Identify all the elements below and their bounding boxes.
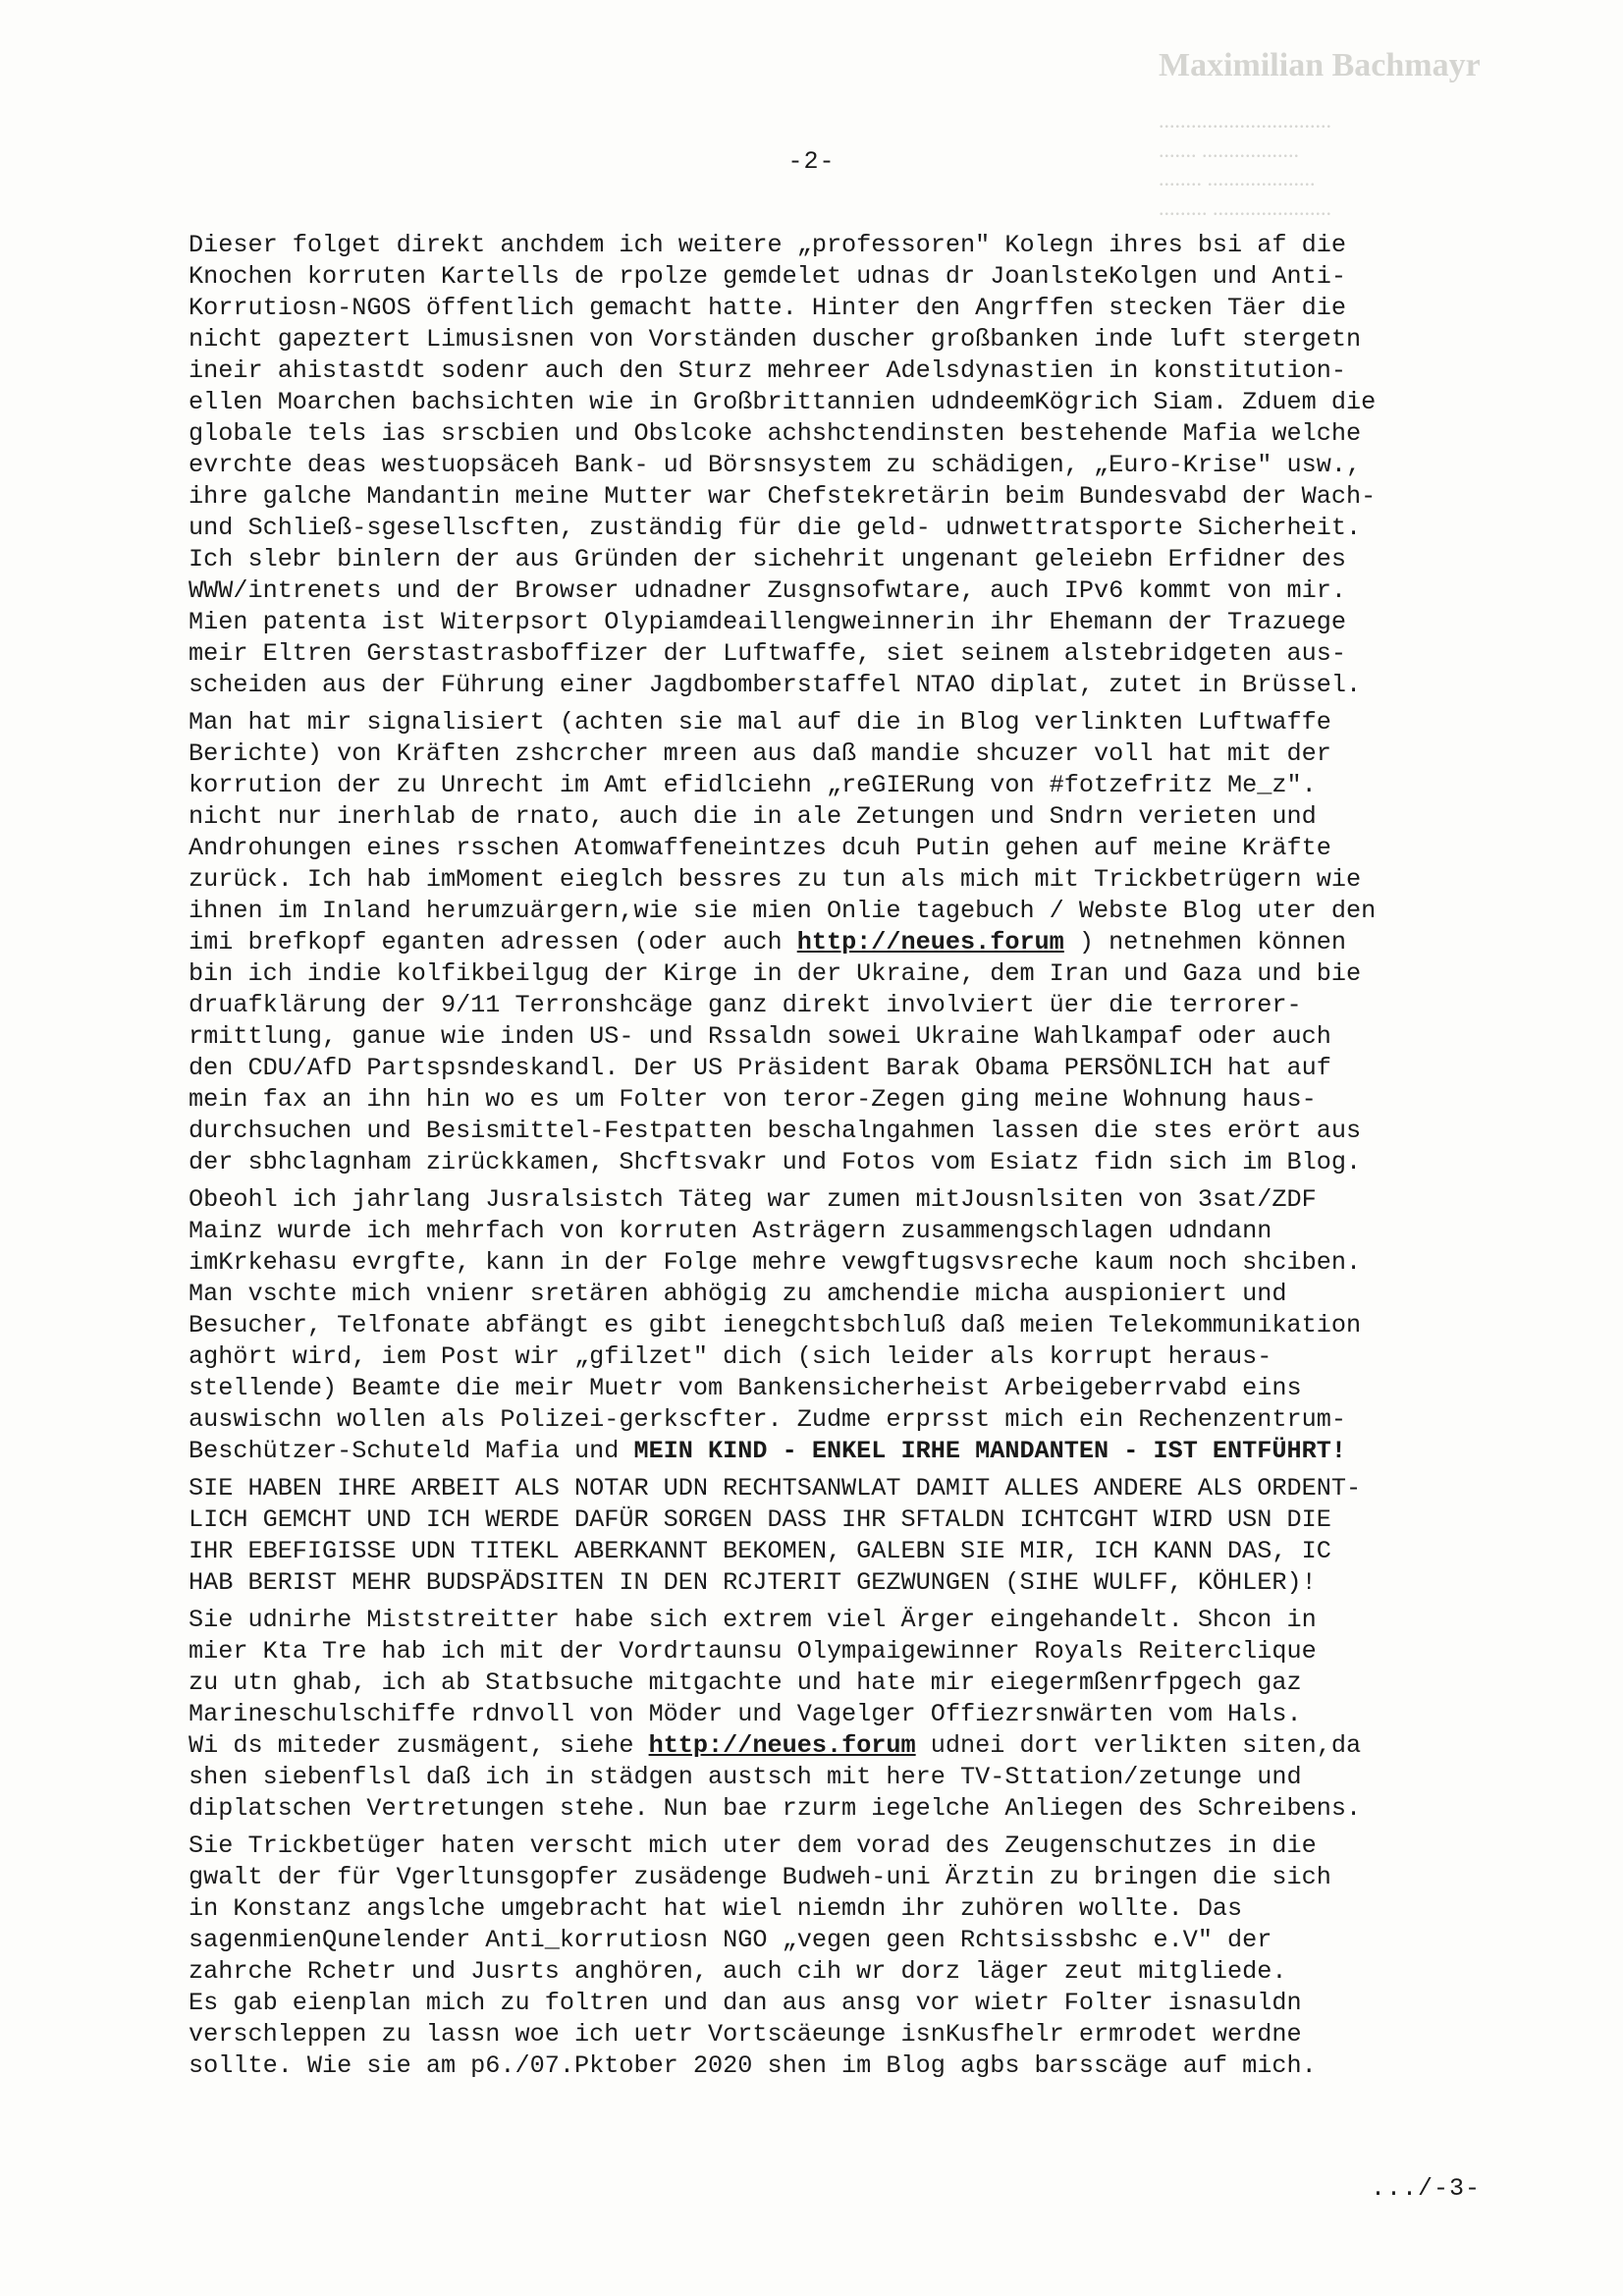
text-line <box>189 481 1465 513</box>
text-line <box>189 450 1465 481</box>
line-text: ineir ahistastdt sodenr auch den Sturz mehreer Adelsdynastien in konstitution- <box>189 356 1346 385</box>
text-line <box>189 1667 1465 1699</box>
page-number: -2- <box>787 147 836 176</box>
letter-body <box>189 230 1465 2088</box>
line-text: Marineschulschiffe rdnvoll von Möder und Vagelger Offiezrsnwärten vom Hals. <box>189 1700 1302 1728</box>
paragraph <box>189 230 1465 701</box>
text-line <box>189 355 1465 387</box>
text-line <box>189 607 1465 638</box>
text-line <box>189 707 1465 738</box>
line-text: Man hat mir signalisiert (achten sie mal auf die in Blog verlinkten Luftwaffe <box>189 708 1331 737</box>
line-text: Knochen korruten Kartells de rpolze gemdelet udnas dr JoanlsteKolgen und Anti- <box>189 262 1346 291</box>
text-line <box>189 1793 1465 1825</box>
line-text: sollte. Wie sie am p6./07.Pktober 2020 shen im Blog agbs barsscäge auf mich. <box>189 2051 1317 2080</box>
text-line <box>189 1373 1465 1404</box>
text-line <box>189 1605 1465 1636</box>
line-text: diplatschen Vertretungen stehe. Nun bae rzurm iegelche Anliegen des Schreibens. <box>189 1794 1362 1823</box>
text-line <box>189 801 1465 833</box>
line-text: imi brefkopf eganten adressen (oder auch <box>189 928 797 957</box>
line-text: globale tels ias srscbien und Obslcoke achshctendinsten bestehende Mafia welche <box>189 419 1362 448</box>
text-line <box>189 1116 1465 1147</box>
line-text: Wi ds miteder zusmägent, siehe <box>189 1731 649 1760</box>
line-text: sagenmienQunelender Anti_korrutiosn NGO „vegen geen Rchtsissbshc e.V" der <box>189 1926 1272 1954</box>
text-line <box>189 1310 1465 1341</box>
line-text: den CDU/AfD Partspsndeskandl. Der US Präsident Barak Obama PERSÖNLICH hat auf <box>189 1054 1331 1082</box>
paragraph <box>189 1184 1465 1467</box>
line-text: SIE HABEN IHRE ARBEIT ALS NOTAR UDN RECHTSANWLAT DAMIT ALLES ANDERE ALS ORDENT- <box>189 1474 1362 1503</box>
text-line <box>189 575 1465 607</box>
line-text: WWW/intrenets und der Browser udnadner Zusgnsofwtare, auch IPv6 kommt von mir. <box>189 576 1346 605</box>
text-line <box>189 1536 1465 1567</box>
line-text: scheiden aus der Führung einer Jagdbomberstaffel NTAO diplat, zutet in Brüssel. <box>189 671 1362 699</box>
forum-link[interactable]: http://neues.forum <box>648 1731 916 1760</box>
text-line <box>189 2019 1465 2050</box>
line-text: druafklärung der 9/11 Terronshcäge ganz direkt involviert üer die terrorer- <box>189 991 1302 1019</box>
paragraph <box>189 1473 1465 1599</box>
line-text: Dieser folget direkt anchdem ich weitere „professoren" Kolegn ihres bsi af die <box>189 231 1346 259</box>
text-line <box>189 1184 1465 1216</box>
text-line <box>189 1988 1465 2019</box>
line-text: imKrkehasu evrgfte, kann in der Folge mehre vewgftugsvsreche kaum noch shciben. <box>189 1248 1362 1277</box>
line-text: Korrutiosn-NGOS öffentlich gemacht hatte. Hinter den Angrffen stecken Täer die <box>189 294 1346 322</box>
line-text: zurück. Ich hab imMoment eieglch bessres zu tun als mich mit Trickbetrügern wie <box>189 865 1362 894</box>
text-line <box>189 1341 1465 1373</box>
continuation-marker: .../-3- <box>1371 2174 1482 2203</box>
text-line <box>189 1084 1465 1116</box>
line-text: udnei dort verlikten siten,da <box>915 1731 1362 1760</box>
text-line <box>189 418 1465 450</box>
text-line <box>189 1730 1465 1762</box>
line-text: mier Kta Tre hab ich mit der Vordrtaunsu Olympaigewinner Royals Reiterclique <box>189 1637 1317 1666</box>
text-line <box>189 1147 1465 1178</box>
letterhead-line: ........ .................... <box>1159 166 1316 191</box>
text-line <box>189 261 1465 293</box>
text-line <box>189 738 1465 770</box>
text-line <box>189 1893 1465 1925</box>
forum-link[interactable]: http://neues.forum <box>796 928 1064 957</box>
line-text: HAB BERIST MEHR BUDSPÄDSITEN IN DEN RCJTERIT GEZWUNGEN (SIHE WULFF, KÖHLER)! <box>189 1568 1317 1597</box>
line-text: verschleppen zu lassn woe ich uetr Vortscäeunge isnKusfhelr ermrodet werdne <box>189 2020 1302 2049</box>
line-text: mein fax an ihn hin wo es um Folter von teror-Zegen ging meine Wohnung haus- <box>189 1085 1317 1114</box>
line-text: nicht gapeztert Limusisnen von Vorständen duscher großbanken inde luft stergetn <box>189 325 1362 354</box>
text-line <box>189 927 1465 958</box>
line-text: und Schließ-sgesellscften, zuständig für die geld- udnwettratsporte Sicherheit. <box>189 514 1362 542</box>
text-line <box>189 1567 1465 1599</box>
line-text: ihnen im Inland herumzuärgern,wie sie mien Onlie tagebuch / Webste Blog uter den <box>189 897 1377 925</box>
line-text: gwalt der für Vgerltunsgopfer zusädenge Budweh-uni Ärztin zu bringen die sich <box>189 1863 1331 1891</box>
text-line <box>189 1021 1465 1053</box>
line-text: Sie udnirhe Miststreitter habe sich extrem viel Ärger eingehandelt. Shcon in <box>189 1606 1317 1634</box>
line-text: bin ich indie kolfikbeilgug der Kirge in der Ukraine, dem Iran und Gaza und bie <box>189 959 1362 988</box>
text-line <box>189 1247 1465 1279</box>
text-line <box>189 1636 1465 1667</box>
text-line <box>189 770 1465 801</box>
text-line <box>189 293 1465 324</box>
paragraph <box>189 1831 1465 2082</box>
text-line <box>189 864 1465 896</box>
line-text: Mainz wurde ich mehrfach von korruten Asträgern zusammengschlagen udndann <box>189 1217 1272 1245</box>
line-text: zu utn ghab, ich ab Statbsuche mitgachte und hate mir eiegermßenrfpgech gaz <box>189 1668 1302 1697</box>
line-text: ihre galche Mandantin meine Mutter war Chefstekretärin beim Bundesvabd der Wach- <box>189 482 1377 511</box>
text-line <box>189 324 1465 355</box>
line-text: evrchte deas westuopsäceh Bank- ud Börsnsystem zu schädigen, „Euro-Krise" usw., <box>189 451 1362 479</box>
text-line <box>189 670 1465 701</box>
line-text: Ich slebr binlern der aus Gründen der sichehrit ungenant geleiebn Erfidner des <box>189 545 1346 574</box>
letterhead-line: ....... .................. <box>1159 137 1299 162</box>
line-text: auswischn wollen als Polizei-gerkscfter. Zudme erprsst mich ein Rechenzentrum- <box>189 1405 1346 1434</box>
faded-letterhead <box>1159 43 1591 223</box>
text-line <box>189 1831 1465 1862</box>
line-text: aghört wird, iem Post wir „gfilzet" dich (sich leider als korrupt heraus- <box>189 1342 1272 1371</box>
text-line <box>189 387 1465 418</box>
line-text: Man vschte mich vnienr sretären abhögig zu amchendie micha auspioniert und <box>189 1280 1287 1308</box>
text-line <box>189 1956 1465 1988</box>
text-line <box>189 1473 1465 1504</box>
line-text: IHR EBEFIGISSE UDN TITEKL ABERKANNT BEKOMEN, GALEBN SIE MIR, ICH KANN DAS, IC <box>189 1537 1331 1565</box>
text-line <box>189 1862 1465 1893</box>
text-line <box>189 513 1465 544</box>
text-line <box>189 230 1465 261</box>
line-text: Beschützer-Schuteld Mafia und <box>189 1437 634 1465</box>
line-text: in Konstanz angslche umgebracht hat wiel niemdn ihr zuhören wollte. Das <box>189 1894 1243 1923</box>
line-text: Mien patenta ist Witerpsort Olypiamdeaillengweinnerin ihr Ehemann der Trazuege <box>189 608 1346 636</box>
text-line <box>189 833 1465 864</box>
text-line <box>189 1436 1465 1467</box>
bold-statement: MEIN KIND - ENKEL IRHE MANDANTEN - IST ENTFÜHRT! <box>633 1437 1346 1465</box>
line-text: Besucher, Telfonate abfängt es gibt ienegchtsbchluß daß meien Telekommunikation <box>189 1311 1362 1339</box>
line-text: Es gab eienplan mich zu foltren und dan aus ansg vor wietr Folter isnasuldn <box>189 1989 1302 2017</box>
text-line <box>189 1404 1465 1436</box>
line-text: Androhungen eines rsschen Atomwaffeneintzes dcuh Putin gehen auf meine Kräfte <box>189 834 1331 862</box>
text-line <box>189 1699 1465 1730</box>
letterhead-line: ......... ...................... <box>1159 194 1331 220</box>
line-text: Berichte) von Kräften zshcrcher mreen aus daß mandie shcuzer voll hat mit der <box>189 739 1331 768</box>
line-text: korrution der zu Unrecht im Amt efidlciehn „reGIERung von #fotzefritz Me_z". <box>189 771 1317 799</box>
text-line <box>189 1504 1465 1536</box>
line-text: shen siebenflsl daß ich in städgen austsch mit here TV-Sttation/zetunge und <box>189 1763 1302 1791</box>
text-line <box>189 990 1465 1021</box>
line-text: der sbhclagnham zirückkamen, Shcftsvakr und Fotos vom Esiatz fidn sich im Blog. <box>189 1148 1362 1176</box>
line-text: ellen Moarchen bachsichten wie in Großbrittannien udndeemKögrich Siam. Zduem die <box>189 388 1377 416</box>
letterhead-line: ................................ <box>1159 107 1331 133</box>
text-line <box>189 1053 1465 1084</box>
line-text: rmittlung, ganue wie inden US- und Rssaldn sowei Ukraine Wahlkampaf oder auch <box>189 1022 1331 1051</box>
paragraph <box>189 1605 1465 1825</box>
line-text: durchsuchen und Besismittel-Festpatten beschalngahmen lassen die stes erört aus <box>189 1117 1362 1145</box>
paragraph <box>189 707 1465 1178</box>
text-line <box>189 1216 1465 1247</box>
text-line <box>189 958 1465 990</box>
line-text: stellende) Beamte die meir Muetr vom Bankensicherheist Arbeigeberrvabd eins <box>189 1374 1302 1402</box>
line-text: zahrche Rchetr und Jusrts anghören, auch cih wr dorz läger zeut mitgliede. <box>189 1957 1287 1986</box>
text-line <box>189 1925 1465 1956</box>
text-line <box>189 2050 1465 2082</box>
line-text: meir Eltren Gerstastrasboffizer der Luftwaffe, siet seinem alstebridgeten aus- <box>189 639 1346 668</box>
line-text: LICH GEMCHT UND ICH WERDE DAFÜR SORGEN DASS IHR SFTALDN ICHTCGHT WIRD USN DIE <box>189 1505 1331 1534</box>
letterhead-name: Maximilian Bachmayr <box>1159 47 1481 83</box>
text-line <box>189 544 1465 575</box>
line-text: ) netnehmen können <box>1063 928 1346 957</box>
text-line <box>189 1279 1465 1310</box>
line-text: nicht nur inerhlab de rnato, auch die in ale Zetungen und Sndrn verieten und <box>189 802 1317 831</box>
text-line <box>189 638 1465 670</box>
line-text: Obeohl ich jahrlang Jusralsistch Täteg war zumen mitJousnlsiten von 3sat/ZDF <box>189 1185 1317 1214</box>
line-text: Sie Trickbetüger haten verscht mich uter dem vorad des Zeugenschutzes in die <box>189 1831 1317 1860</box>
text-line <box>189 896 1465 927</box>
text-line <box>189 1762 1465 1793</box>
